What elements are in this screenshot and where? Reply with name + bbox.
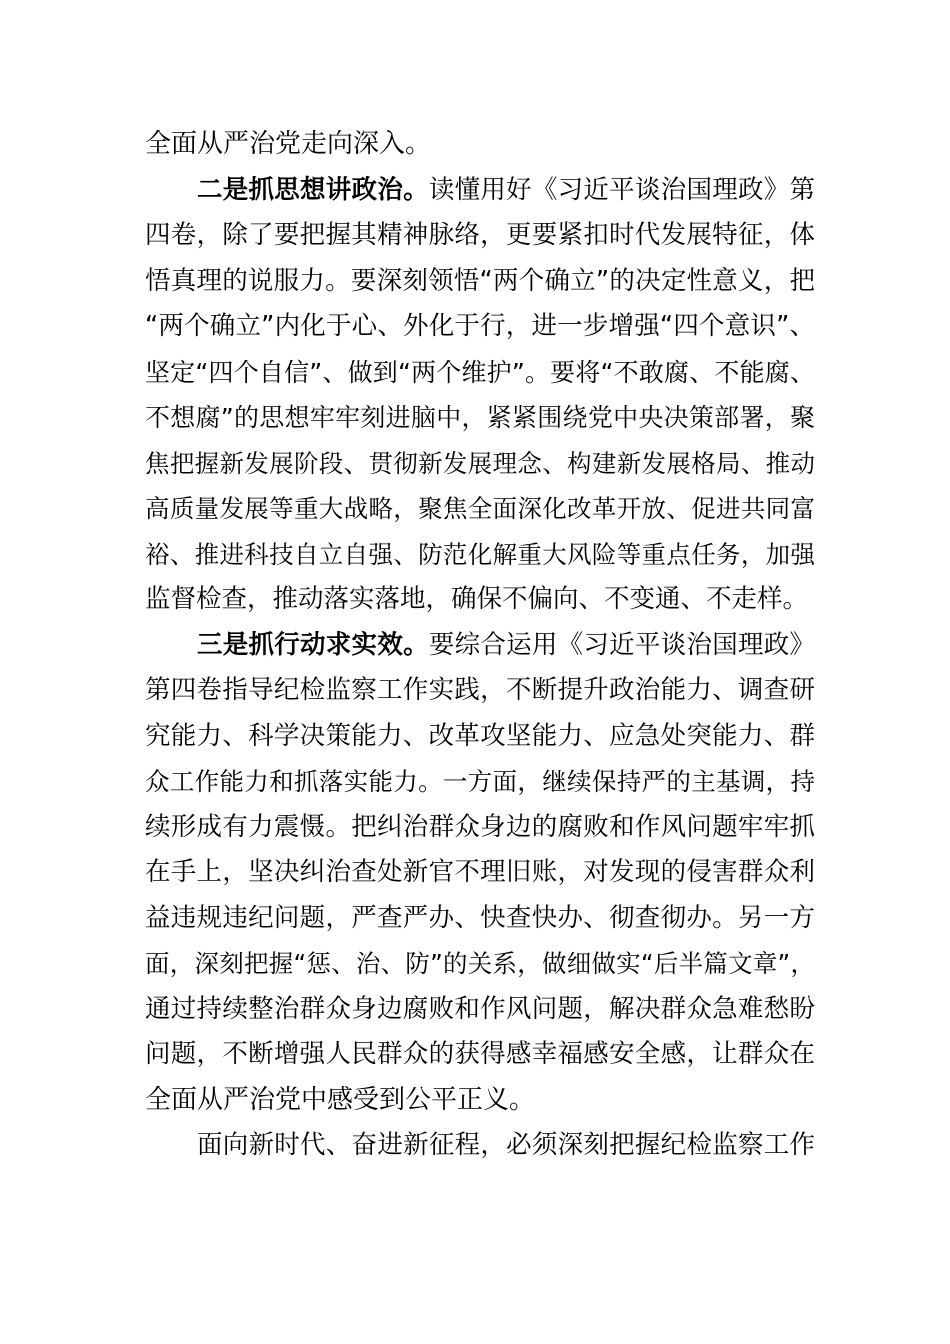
text-line xyxy=(145,441,815,487)
text-line xyxy=(145,486,815,532)
text-line xyxy=(145,168,815,214)
text-line xyxy=(145,304,815,350)
text-line xyxy=(145,623,815,669)
line-text: 问题，不断增强人民群众的获得感幸福感安全感，让群众在 xyxy=(145,1039,815,1069)
line-text: 益违规违纪问题，严查严办、快查快办、彻查彻办。另一方 xyxy=(145,902,815,933)
line-text: 高质量发展等重大战略，聚焦全面深化改革开放、促进共同富 xyxy=(145,494,815,523)
line-text: 第四卷指导纪检监察工作实践，不断提升政治能力、调查研 xyxy=(145,675,815,705)
line-text: “两个确立”内化于心、外化于行，进一步增强“四个意识”、 xyxy=(145,311,815,341)
text-line xyxy=(145,850,815,896)
line-text: 监督检查，推动落实落地，确保不偏向、不变通、不走样。 xyxy=(145,584,809,614)
line-text: 裕、推进科技自立自强、防范化解重大风险等重点任务，加强 xyxy=(145,539,815,569)
line-text: 究能力、科学决策能力、改革攻坚能力、应急处突能力、群 xyxy=(145,720,815,751)
line-text: 读懂用好《习近平谈治国理政》第 xyxy=(428,174,815,205)
text-line xyxy=(145,1123,815,1169)
text-line xyxy=(145,532,815,578)
line-text: 悟真理的说服力。要深刻领悟“两个确立”的决定性意义，把 xyxy=(145,265,815,296)
text-line xyxy=(145,668,815,714)
text-line xyxy=(145,759,815,805)
line-text: 全面从严治党走向深入。 xyxy=(145,129,432,159)
text-line xyxy=(145,213,815,259)
text-line xyxy=(145,122,815,168)
text-line xyxy=(145,714,815,760)
line-text: 续形成有力震慑。把纠治群众身边的腐败和作风问题牢牢抓 xyxy=(145,811,815,842)
text-line xyxy=(145,395,815,441)
line-text: 全面从严治党中感受到公平正义。 xyxy=(145,1084,536,1115)
text-line xyxy=(145,805,815,851)
text-line xyxy=(145,1032,815,1078)
text-line xyxy=(145,1078,815,1124)
line-text: 面向新时代、奋进新征程，必须深刻把握纪检监察工作 xyxy=(197,1130,815,1160)
paragraph-lead: 二是抓思想讲政治。 xyxy=(197,174,429,205)
line-text: 在手上，坚决纠治查处新官不理旧账，对发现的侵害群众利 xyxy=(145,857,815,887)
line-text: 四卷，除了要把握其精神脉络，更要紧扣时代发展特征，体 xyxy=(145,220,815,250)
text-line xyxy=(145,577,815,623)
text-line xyxy=(145,259,815,305)
text-line xyxy=(145,941,815,987)
text-line xyxy=(145,987,815,1033)
line-text: 焦把握新发展阶段、贯彻新发展理念、构建新发展格局、推动 xyxy=(145,448,815,478)
line-text: 要综合运用《习近平谈治国理政》 xyxy=(428,629,815,660)
line-text: 坚定“四个自信”、做到“两个维护”。要将“不敢腐、不能腐、 xyxy=(145,357,815,387)
line-text: 通过持续整治群众身边腐败和作风问题，解决群众急难愁盼 xyxy=(145,993,815,1024)
text-line xyxy=(145,896,815,942)
document-body xyxy=(145,122,815,1169)
line-text: 面，深刻把握“惩、治、防”的关系，做细做实“后半篇文章”， xyxy=(145,949,815,978)
text-line xyxy=(145,350,815,396)
line-text: 不想腐”的思想牢牢刻进脑中，紧紧围绕党中央决策部署，聚 xyxy=(145,403,815,432)
line-text: 众工作能力和抓落实能力。一方面，继续保持严的主基调，持 xyxy=(145,767,815,796)
paragraph-lead: 三是抓行动求实效。 xyxy=(197,629,429,660)
